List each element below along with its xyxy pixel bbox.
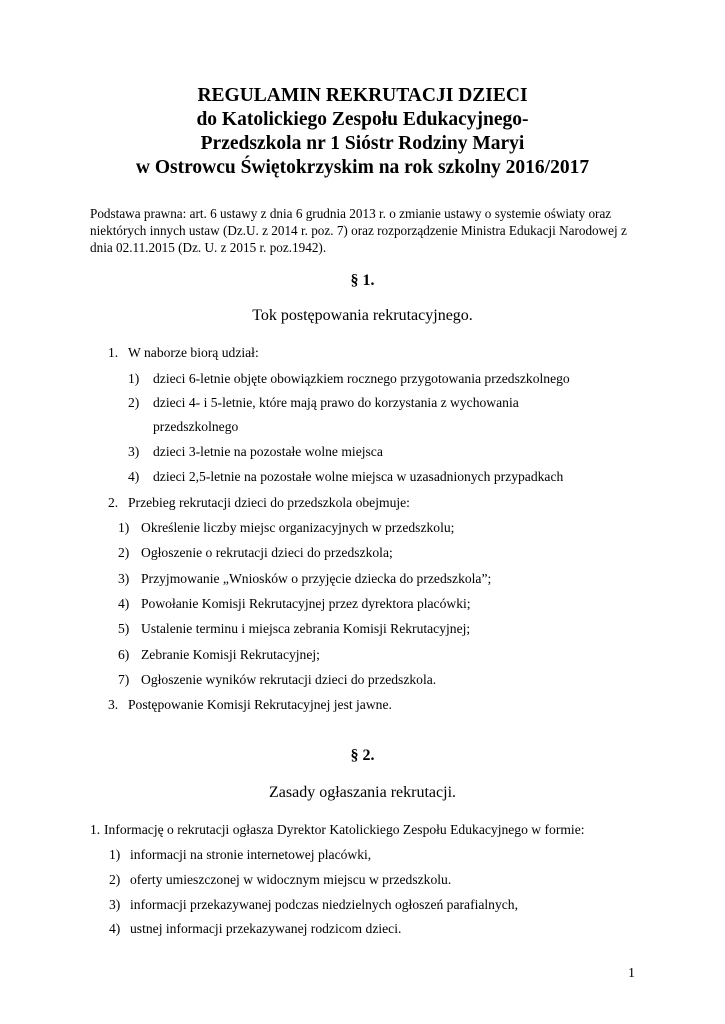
list-number: 2)	[118, 545, 130, 560]
list-number: 4)	[118, 596, 130, 611]
title-line-1: REGULAMIN REKRUTACJI DZIECI	[197, 85, 528, 106]
legal-basis-paragraph: Podstawa prawna: art. 6 ustawy z dnia 6 grudnia 2013 r. o zmianie ustawy o systemie oświaty oraz niektórych innych ustaw (Dz.U. z 2014 r. poz. 7) oraz rozporządzenie Ministra Edukacji Narodowej z dnia 02.11.2015 (Dz. U. z 2015 r. poz.1942).	[90, 206, 627, 255]
list-item	[118, 545, 393, 561]
list-text: dzieci 6-letnie objęte obowiązkiem rocznego przygotowania przedszkolnego	[153, 371, 570, 386]
list-number: 4)	[128, 469, 140, 484]
list-item	[108, 495, 410, 511]
list-item	[108, 697, 392, 713]
list-text: Ustalenie terminu i miejsca zebrania Komisji Rekrutacyjnej;	[141, 621, 471, 636]
list-text: Ogłoszenie wyników rekrutacji dzieci do przedszkola.	[141, 672, 437, 687]
list-text: W naborze biorą udział:	[128, 345, 259, 360]
list-item	[128, 469, 563, 485]
list-text: informacji przekazywanej podczas niedzielnych ogłoszeń parafialnych,	[130, 897, 518, 912]
section-2-symbol: § 2.	[350, 747, 375, 764]
list-text: Ogłoszenie o rekrutacji dzieci do przedszkola;	[141, 545, 393, 560]
list-text: informacji na stronie internetowej placówki,	[130, 847, 372, 862]
title-line-3: Przedszkola nr 1 Sióstr Rodziny Maryi	[200, 133, 525, 154]
section-1-symbol: § 1.	[350, 272, 375, 289]
section-2-heading: Zasady ogłaszania rekrutacji.	[268, 784, 457, 801]
list-text: Określenie liczby miejsc organizacyjnych w przedszkolu;	[141, 520, 455, 535]
list-item	[109, 847, 371, 863]
page-number: 1	[628, 966, 635, 981]
list-text-continuation: przedszkolnego	[153, 419, 239, 434]
list-text: dzieci 3-letnie na pozostałe wolne miejsca	[153, 444, 383, 459]
list-item	[118, 520, 454, 536]
list-item	[118, 621, 470, 637]
list-number: 3.	[108, 697, 119, 712]
list-text: Informację o rekrutacji ogłasza Dyrektor Katolickiego Zespołu Edukacyjnego w formie:	[104, 822, 585, 837]
section-1-heading: Tok postępowania rekrutacyjnego.	[252, 307, 473, 324]
list-text: oferty umieszczonej w widocznym miejscu w przedszkolu.	[130, 872, 452, 887]
list-item	[108, 345, 259, 361]
list-text: ustnej informacji przekazywanej rodzicom dzieci.	[130, 921, 402, 936]
list-number: 2)	[109, 872, 121, 887]
list-text: Zebranie Komisji Rekrutacyjnej;	[141, 647, 320, 662]
list-number: 6)	[118, 647, 130, 662]
title-line-4: w Ostrowcu Świętokrzyskim na rok szkolny 2016/2017	[135, 157, 590, 178]
list-number: 5)	[118, 621, 130, 636]
list-number: 1)	[128, 371, 140, 386]
list-item	[109, 921, 401, 937]
list-text: dzieci 4- i 5-letnie, które mają prawo do korzystania z wychowania	[153, 395, 519, 410]
list-text: Przebieg rekrutacji dzieci do przedszkola obejmuje:	[128, 495, 410, 510]
list-text: Przyjmowanie „Wniosków o przyjęcie dziecka do przedszkola”;	[141, 571, 492, 586]
list-number: 1)	[118, 520, 130, 535]
list-item	[118, 647, 320, 663]
title-line-2: do Katolickiego Zespołu Edukacyjnego-	[196, 109, 529, 130]
list-item	[109, 897, 518, 913]
list-item	[128, 371, 570, 387]
list-item	[90, 822, 585, 838]
list-number: 3)	[109, 897, 121, 912]
list-item	[118, 596, 471, 612]
list-text: Powołanie Komisji Rekrutacyjnej przez dyrektora placówki;	[141, 596, 471, 611]
list-number: 2)	[128, 395, 140, 410]
list-text: Postępowanie Komisji Rekrutacyjnej jest jawne.	[128, 697, 392, 712]
list-item	[109, 872, 451, 888]
list-number: 2.	[108, 495, 119, 510]
list-number: 3)	[118, 571, 130, 586]
list-number: 1)	[109, 847, 121, 862]
list-item	[128, 395, 519, 411]
list-number: 7)	[118, 672, 130, 687]
list-item	[118, 571, 491, 587]
list-item	[118, 672, 436, 688]
list-number: 1.	[90, 822, 101, 837]
list-text: dzieci 2,5-letnie na pozostałe wolne miejsca w uzasadnionych przypadkach	[153, 469, 564, 484]
list-item	[128, 444, 383, 460]
list-number: 1.	[108, 345, 119, 360]
list-number: 4)	[109, 921, 121, 936]
list-number: 3)	[128, 444, 140, 459]
document-title	[60, 84, 665, 180]
